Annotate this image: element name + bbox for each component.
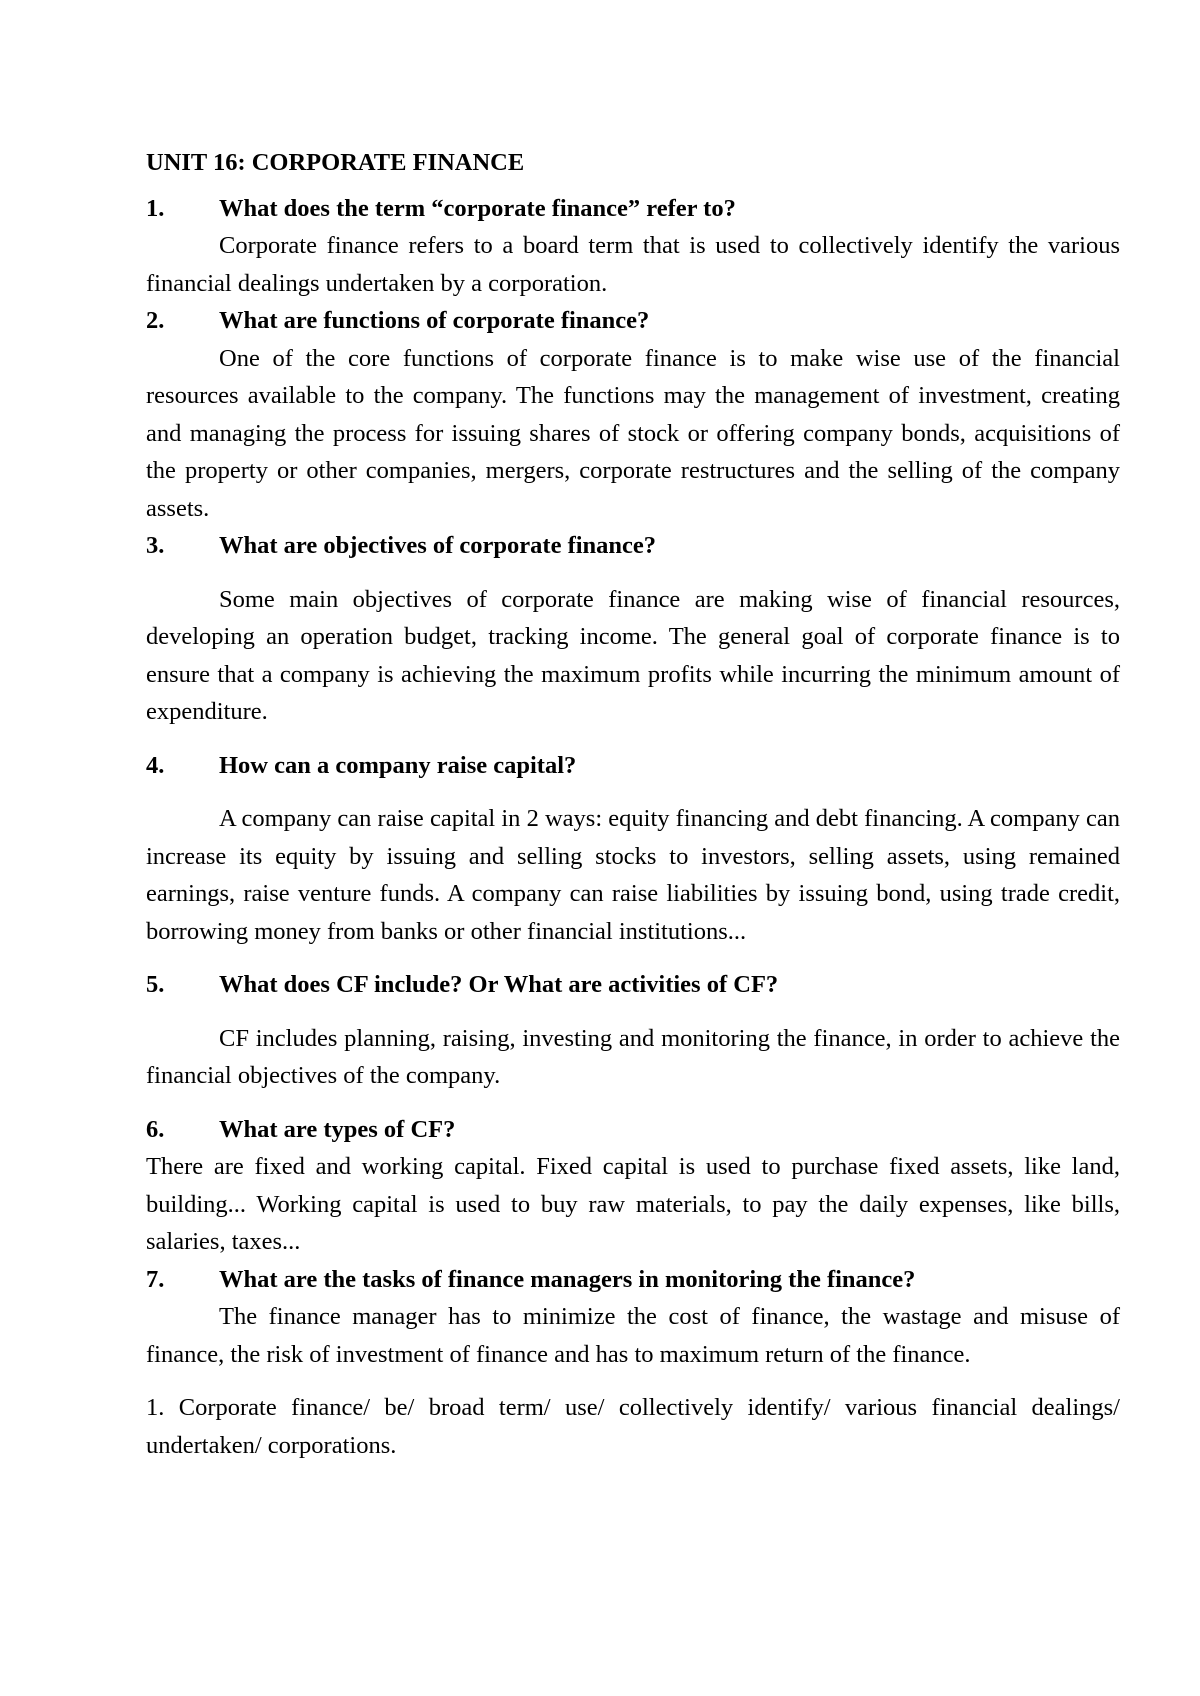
question-number: 2.	[146, 307, 165, 334]
question-number: 7.	[146, 1265, 165, 1293]
question-number: 4.	[146, 751, 165, 779]
question-6	[146, 1111, 1120, 1149]
question-text: What does the term “corporate finance” refer to?	[219, 194, 736, 222]
question-4	[146, 747, 1120, 785]
question-number: 1.	[146, 194, 165, 222]
exercise-sentence: 1. Corporate finance/ be/ broad term/ use/ collectively identify/ various financial dealings/ undertaken/ corporations.	[146, 1394, 1120, 1459]
question-2	[146, 302, 1120, 340]
question-1	[146, 190, 1120, 228]
question-text: What are the tasks of finance managers in monitoring the finance?	[219, 1265, 916, 1293]
question-text: What are functions of corporate finance?	[219, 307, 650, 334]
document-title: UNIT 16: CORPORATE FINANCE	[146, 149, 525, 176]
question-text: What does CF include? Or What are activities of CF?	[219, 971, 779, 998]
answer-2: One of the core functions of corporate finance is to make wise use of the financial resources available to the company. The functions may the management of investment, creating and managing the process for issuing shares of stock or offering company bonds, acquisitions of the property or other companies, mergers, corporate restructures and the selling of the company assets.	[146, 344, 1120, 522]
document-body	[146, 144, 1120, 1464]
question-text: How can a company raise capital?	[219, 751, 577, 779]
question-number: 5.	[146, 971, 165, 998]
question-number: 6.	[146, 1115, 165, 1143]
answer-3: Some main objectives of corporate finance are making wise of financial resources, developing an operation budget, tracking income. The general goal of corporate finance is to ensure that a company is achieving the maximum profits while incurring the minimum amount of expenditure.	[146, 585, 1120, 725]
answer-5: CF includes planning, raising, investing and monitoring the finance, in order to achieve the financial objectives of the company.	[146, 1024, 1120, 1089]
question-text: What are types of CF?	[219, 1115, 456, 1143]
question-number: 3.	[146, 532, 165, 559]
answer-1: Corporate finance refers to a board term that is used to collectively identify the various financial dealings undertaken by a corporation.	[146, 232, 1120, 297]
question-text: What are objectives of corporate finance?	[219, 532, 657, 559]
answer-4: A company can raise capital in 2 ways: equity financing and debt financing. A company can increase its equity by issuing and selling stocks to investors, selling assets, using remained earnings, raise venture funds. A company can raise liabilities by issuing bond, using trade credit, borrowing money from banks or other financial institutions...	[146, 805, 1120, 945]
answer-7: The finance manager has to minimize the cost of finance, the wastage and misuse of finance, the risk of investment of finance and has to maximum return of the finance.	[146, 1303, 1120, 1368]
question-5	[146, 966, 1120, 1004]
question-7	[146, 1261, 1120, 1299]
question-3	[146, 527, 1120, 565]
answer-6: There are fixed and working capital. Fixed capital is used to purchase fixed assets, like land, building... Working capital is used to buy raw materials, to pay the daily expenses, like bills, salaries, taxes...	[146, 1153, 1120, 1255]
